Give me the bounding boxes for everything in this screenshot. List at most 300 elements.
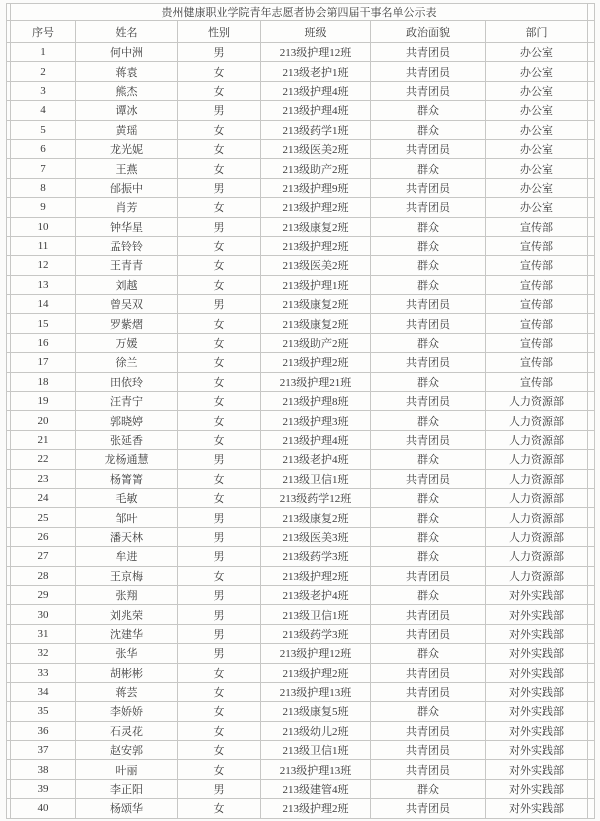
table-row xyxy=(7,120,595,139)
cell-gender: 女 xyxy=(178,411,261,430)
column-header-political: 政治面貌 xyxy=(371,21,486,43)
cell-name: 徐兰 xyxy=(76,353,178,372)
column-header-class: 班级 xyxy=(261,21,371,43)
cell-political: 群众 xyxy=(371,547,486,566)
cell-class: 213级药学3班 xyxy=(261,624,371,643)
cell-gender: 女 xyxy=(178,721,261,740)
edge-sliver-cell xyxy=(588,624,595,643)
cell-class: 213级药学3班 xyxy=(261,547,371,566)
edge-sliver-cell xyxy=(588,430,595,449)
cell-department: 办公室 xyxy=(486,139,588,158)
cell-gender: 男 xyxy=(178,585,261,604)
cell-department: 人力资源部 xyxy=(486,527,588,546)
cell-political: 共青团员 xyxy=(371,760,486,779)
cell-political: 群众 xyxy=(371,372,486,391)
cell-class: 213级护理2班 xyxy=(261,353,371,372)
edge-sliver-cell xyxy=(588,779,595,798)
cell-class: 213级护理2班 xyxy=(261,799,371,818)
column-header-no: 序号 xyxy=(11,21,76,43)
table-row xyxy=(7,430,595,449)
cell-name: 何中洲 xyxy=(76,43,178,62)
cell-name: 黄瑶 xyxy=(76,120,178,139)
cell-class: 213级医美2班 xyxy=(261,139,371,158)
cell-department: 人力资源部 xyxy=(486,392,588,411)
edge-sliver-cell xyxy=(588,702,595,721)
table-row xyxy=(7,682,595,701)
cell-political: 共青团员 xyxy=(371,81,486,100)
cell-political: 群众 xyxy=(371,779,486,798)
cell-name: 谭冰 xyxy=(76,101,178,120)
edge-sliver-cell xyxy=(588,547,595,566)
table-row xyxy=(7,760,595,779)
cell-gender: 女 xyxy=(178,392,261,411)
cell-gender: 女 xyxy=(178,120,261,139)
cell-department: 宣传部 xyxy=(486,236,588,255)
cell-department: 人力资源部 xyxy=(486,450,588,469)
cell-class: 213级康复2班 xyxy=(261,508,371,527)
cell-gender: 男 xyxy=(178,547,261,566)
cell-class: 213级护理9班 xyxy=(261,178,371,197)
cell-department: 办公室 xyxy=(486,159,588,178)
edge-sliver-cell xyxy=(588,644,595,663)
cell-no: 34 xyxy=(11,682,76,701)
table-row xyxy=(7,566,595,585)
cell-gender: 女 xyxy=(178,275,261,294)
cell-no: 4 xyxy=(11,101,76,120)
edge-sliver-cell xyxy=(588,4,595,21)
cell-class: 213级护理2班 xyxy=(261,566,371,585)
cell-name: 郭晓婷 xyxy=(76,411,178,430)
edge-sliver-cell xyxy=(588,585,595,604)
cell-gender: 女 xyxy=(178,372,261,391)
cell-name: 王燕 xyxy=(76,159,178,178)
cell-gender: 女 xyxy=(178,741,261,760)
edge-sliver-cell xyxy=(588,450,595,469)
table-row xyxy=(7,62,595,81)
edge-sliver-cell xyxy=(588,682,595,701)
cell-no: 38 xyxy=(11,760,76,779)
column-header-gender: 性别 xyxy=(178,21,261,43)
cell-gender: 女 xyxy=(178,62,261,81)
cell-class: 213级护理4班 xyxy=(261,81,371,100)
cell-no: 15 xyxy=(11,314,76,333)
cell-class: 213级护理4班 xyxy=(261,101,371,120)
cell-department: 宣传部 xyxy=(486,256,588,275)
cell-political: 群众 xyxy=(371,159,486,178)
edge-sliver-cell xyxy=(588,101,595,120)
cell-no: 3 xyxy=(11,81,76,100)
edge-sliver-cell xyxy=(588,605,595,624)
edge-sliver-cell xyxy=(588,217,595,236)
cell-gender: 女 xyxy=(178,159,261,178)
cell-department: 对外实践部 xyxy=(486,779,588,798)
cell-political: 群众 xyxy=(371,236,486,255)
edge-sliver-cell xyxy=(588,120,595,139)
table-row xyxy=(7,314,595,333)
cell-department: 对外实践部 xyxy=(486,644,588,663)
cell-gender: 女 xyxy=(178,682,261,701)
cell-name: 王京梅 xyxy=(76,566,178,585)
cell-political: 共青团员 xyxy=(371,721,486,740)
cell-no: 6 xyxy=(11,139,76,158)
table-row xyxy=(7,217,595,236)
cell-department: 对外实践部 xyxy=(486,702,588,721)
cell-name: 龙杨通慧 xyxy=(76,450,178,469)
cell-no: 19 xyxy=(11,392,76,411)
cell-gender: 女 xyxy=(178,236,261,255)
edge-sliver-cell xyxy=(588,314,595,333)
table-row xyxy=(7,236,595,255)
cell-no: 29 xyxy=(11,585,76,604)
cell-class: 213级建管4班 xyxy=(261,779,371,798)
cell-class: 213级卫信1班 xyxy=(261,469,371,488)
cell-department: 人力资源部 xyxy=(486,488,588,507)
cell-department: 办公室 xyxy=(486,62,588,81)
cell-no: 27 xyxy=(11,547,76,566)
cell-name: 邹叶 xyxy=(76,508,178,527)
cell-no: 22 xyxy=(11,450,76,469)
cell-name: 胡彬彬 xyxy=(76,663,178,682)
cell-gender: 男 xyxy=(178,43,261,62)
cell-political: 群众 xyxy=(371,644,486,663)
cell-name: 万媛 xyxy=(76,333,178,352)
cell-gender: 女 xyxy=(178,663,261,682)
cell-gender: 男 xyxy=(178,624,261,643)
edge-sliver-cell xyxy=(588,469,595,488)
cell-name: 刘兆荣 xyxy=(76,605,178,624)
cell-gender: 男 xyxy=(178,644,261,663)
cell-class: 213级护理2班 xyxy=(261,236,371,255)
table-row xyxy=(7,469,595,488)
cell-class: 213级老护4班 xyxy=(261,585,371,604)
table-row xyxy=(7,295,595,314)
cell-no: 17 xyxy=(11,353,76,372)
cell-department: 人力资源部 xyxy=(486,469,588,488)
cell-class: 213级护理4班 xyxy=(261,430,371,449)
cell-no: 9 xyxy=(11,198,76,217)
cell-political: 群众 xyxy=(371,508,486,527)
cell-department: 对外实践部 xyxy=(486,760,588,779)
table-row xyxy=(7,702,595,721)
cell-no: 35 xyxy=(11,702,76,721)
edge-sliver-cell xyxy=(588,43,595,62)
cell-department: 宣传部 xyxy=(486,353,588,372)
cell-gender: 女 xyxy=(178,139,261,158)
table-row xyxy=(7,547,595,566)
edge-sliver-cell xyxy=(588,236,595,255)
cell-no: 2 xyxy=(11,62,76,81)
cell-name: 邰振中 xyxy=(76,178,178,197)
table-row xyxy=(7,605,595,624)
cell-department: 对外实践部 xyxy=(486,682,588,701)
cell-gender: 女 xyxy=(178,333,261,352)
column-header-department: 部门 xyxy=(486,21,588,43)
cell-gender: 女 xyxy=(178,469,261,488)
cell-political: 共青团员 xyxy=(371,314,486,333)
cell-no: 14 xyxy=(11,295,76,314)
cell-class: 213级护理1班 xyxy=(261,275,371,294)
cell-department: 办公室 xyxy=(486,198,588,217)
cell-class: 213级助产2班 xyxy=(261,159,371,178)
page-title: 贵州健康职业学院青年志愿者协会第四届干事名单公示表 xyxy=(11,4,588,21)
cell-name: 汪青宁 xyxy=(76,392,178,411)
cell-political: 共青团员 xyxy=(371,198,486,217)
cell-class: 213级康复2班 xyxy=(261,295,371,314)
cell-name: 钟华星 xyxy=(76,217,178,236)
edge-sliver-cell xyxy=(588,799,595,818)
cell-gender: 男 xyxy=(178,527,261,546)
cell-department: 宣传部 xyxy=(486,295,588,314)
cell-department: 对外实践部 xyxy=(486,663,588,682)
cell-name: 石灵花 xyxy=(76,721,178,740)
cell-name: 王青青 xyxy=(76,256,178,275)
cell-no: 10 xyxy=(11,217,76,236)
table-row xyxy=(7,139,595,158)
edge-sliver-cell xyxy=(588,295,595,314)
cell-class: 213级药学1班 xyxy=(261,120,371,139)
cell-gender: 女 xyxy=(178,566,261,585)
edge-sliver-cell xyxy=(588,508,595,527)
table-row xyxy=(7,333,595,352)
cell-no: 32 xyxy=(11,644,76,663)
table-row xyxy=(7,43,595,62)
cell-class: 213级老护1班 xyxy=(261,62,371,81)
cell-no: 8 xyxy=(11,178,76,197)
cell-name: 蒋袁 xyxy=(76,62,178,81)
cell-name: 张华 xyxy=(76,644,178,663)
cell-political: 共青团员 xyxy=(371,139,486,158)
cell-political: 共青团员 xyxy=(371,469,486,488)
cell-department: 宣传部 xyxy=(486,333,588,352)
cell-no: 37 xyxy=(11,741,76,760)
cell-political: 共青团员 xyxy=(371,682,486,701)
cell-political: 群众 xyxy=(371,217,486,236)
cell-name: 潘天林 xyxy=(76,527,178,546)
cell-political: 共青团员 xyxy=(371,392,486,411)
cell-department: 对外实践部 xyxy=(486,585,588,604)
edge-sliver-cell xyxy=(588,62,595,81)
cell-name: 毛敏 xyxy=(76,488,178,507)
cell-class: 213级护理12班 xyxy=(261,644,371,663)
cell-political: 共青团员 xyxy=(371,353,486,372)
cell-department: 人力资源部 xyxy=(486,430,588,449)
cell-gender: 女 xyxy=(178,760,261,779)
edge-sliver-cell xyxy=(588,527,595,546)
cell-department: 办公室 xyxy=(486,178,588,197)
cell-name: 牟进 xyxy=(76,547,178,566)
cell-no: 39 xyxy=(11,779,76,798)
table-row xyxy=(7,779,595,798)
cell-department: 宣传部 xyxy=(486,372,588,391)
cell-no: 7 xyxy=(11,159,76,178)
cell-department: 办公室 xyxy=(486,43,588,62)
cell-gender: 男 xyxy=(178,178,261,197)
edge-sliver-cell xyxy=(588,721,595,740)
table-row xyxy=(7,178,595,197)
edge-sliver-cell xyxy=(588,760,595,779)
cell-department: 对外实践部 xyxy=(486,741,588,760)
cell-no: 33 xyxy=(11,663,76,682)
cell-political: 群众 xyxy=(371,120,486,139)
cell-class: 213级康复5班 xyxy=(261,702,371,721)
cell-gender: 男 xyxy=(178,450,261,469)
cell-class: 213级康复2班 xyxy=(261,217,371,236)
cell-name: 李正阳 xyxy=(76,779,178,798)
cell-name: 刘越 xyxy=(76,275,178,294)
cell-class: 213级护理12班 xyxy=(261,43,371,62)
cell-department: 对外实践部 xyxy=(486,605,588,624)
cell-class: 213级老护4班 xyxy=(261,450,371,469)
cell-department: 宣传部 xyxy=(486,217,588,236)
cell-name: 赵安郭 xyxy=(76,741,178,760)
cell-gender: 男 xyxy=(178,605,261,624)
cell-political: 群众 xyxy=(371,702,486,721)
cell-name: 肖芳 xyxy=(76,198,178,217)
cell-class: 213级助产2班 xyxy=(261,333,371,352)
cell-no: 16 xyxy=(11,333,76,352)
cell-no: 20 xyxy=(11,411,76,430)
cell-department: 办公室 xyxy=(486,101,588,120)
table-row xyxy=(7,411,595,430)
table-row xyxy=(7,275,595,294)
cell-no: 21 xyxy=(11,430,76,449)
table-row xyxy=(7,585,595,604)
edge-sliver-cell xyxy=(588,198,595,217)
cell-no: 31 xyxy=(11,624,76,643)
cell-political: 群众 xyxy=(371,101,486,120)
edge-sliver-cell xyxy=(588,159,595,178)
cell-no: 1 xyxy=(11,43,76,62)
edge-sliver-cell xyxy=(588,139,595,158)
cell-no: 11 xyxy=(11,236,76,255)
table-row xyxy=(7,527,595,546)
cell-class: 213级医美2班 xyxy=(261,256,371,275)
cell-name: 叶丽 xyxy=(76,760,178,779)
table-row xyxy=(7,799,595,818)
cell-class: 213级护理3班 xyxy=(261,411,371,430)
cell-name: 张延香 xyxy=(76,430,178,449)
column-header-name: 姓名 xyxy=(76,21,178,43)
cell-gender: 男 xyxy=(178,295,261,314)
cell-class: 213级护理21班 xyxy=(261,372,371,391)
cell-political: 共青团员 xyxy=(371,178,486,197)
cell-no: 24 xyxy=(11,488,76,507)
cell-gender: 女 xyxy=(178,256,261,275)
cell-name: 蒋芸 xyxy=(76,682,178,701)
cell-political: 共青团员 xyxy=(371,62,486,81)
cell-political: 群众 xyxy=(371,275,486,294)
cell-political: 共青团员 xyxy=(371,741,486,760)
cell-political: 共青团员 xyxy=(371,430,486,449)
cell-department: 办公室 xyxy=(486,120,588,139)
cell-class: 213级药学12班 xyxy=(261,488,371,507)
roster-table xyxy=(6,3,595,819)
cell-name: 张翔 xyxy=(76,585,178,604)
cell-name: 孟铃铃 xyxy=(76,236,178,255)
table-row xyxy=(7,101,595,120)
cell-name: 李娇娇 xyxy=(76,702,178,721)
table-row xyxy=(7,159,595,178)
cell-political: 群众 xyxy=(371,585,486,604)
cell-gender: 女 xyxy=(178,799,261,818)
cell-department: 对外实践部 xyxy=(486,721,588,740)
edge-sliver-cell xyxy=(588,178,595,197)
cell-gender: 男 xyxy=(178,101,261,120)
edge-sliver-cell xyxy=(588,411,595,430)
cell-political: 群众 xyxy=(371,488,486,507)
cell-no: 36 xyxy=(11,721,76,740)
cell-gender: 男 xyxy=(178,508,261,527)
edge-sliver-cell xyxy=(588,392,595,411)
cell-political: 群众 xyxy=(371,333,486,352)
cell-gender: 女 xyxy=(178,81,261,100)
cell-name: 杨箐箐 xyxy=(76,469,178,488)
edge-sliver-cell xyxy=(588,21,595,43)
header-row xyxy=(7,21,595,43)
table-row xyxy=(7,372,595,391)
table-row xyxy=(7,508,595,527)
cell-political: 共青团员 xyxy=(371,566,486,585)
cell-political: 群众 xyxy=(371,411,486,430)
cell-gender: 女 xyxy=(178,353,261,372)
cell-political: 共青团员 xyxy=(371,295,486,314)
cell-department: 人力资源部 xyxy=(486,508,588,527)
edge-sliver-cell xyxy=(588,353,595,372)
cell-name: 罗紫熠 xyxy=(76,314,178,333)
table-body xyxy=(7,4,595,819)
cell-department: 宣传部 xyxy=(486,275,588,294)
cell-gender: 女 xyxy=(178,198,261,217)
cell-name: 沈建华 xyxy=(76,624,178,643)
cell-class: 213级护理13班 xyxy=(261,760,371,779)
table-row xyxy=(7,644,595,663)
edge-sliver-cell xyxy=(588,256,595,275)
table-row xyxy=(7,392,595,411)
cell-political: 共青团员 xyxy=(371,799,486,818)
cell-class: 213级护理8班 xyxy=(261,392,371,411)
edge-sliver-cell xyxy=(588,333,595,352)
table-row xyxy=(7,721,595,740)
cell-class: 213级护理2班 xyxy=(261,198,371,217)
table-row xyxy=(7,488,595,507)
table-row xyxy=(7,741,595,760)
cell-class: 213级卫信1班 xyxy=(261,741,371,760)
cell-department: 办公室 xyxy=(486,81,588,100)
edge-sliver-cell xyxy=(588,566,595,585)
cell-no: 12 xyxy=(11,256,76,275)
cell-class: 213级护理2班 xyxy=(261,663,371,682)
cell-no: 13 xyxy=(11,275,76,294)
cell-department: 对外实践部 xyxy=(486,799,588,818)
table-row xyxy=(7,81,595,100)
edge-sliver-cell xyxy=(588,488,595,507)
cell-department: 对外实践部 xyxy=(486,624,588,643)
cell-gender: 女 xyxy=(178,314,261,333)
edge-sliver-cell xyxy=(588,663,595,682)
cell-no: 23 xyxy=(11,469,76,488)
edge-sliver-cell xyxy=(588,275,595,294)
table-row xyxy=(7,624,595,643)
cell-name: 龙光妮 xyxy=(76,139,178,158)
cell-gender: 男 xyxy=(178,779,261,798)
cell-political: 共青团员 xyxy=(371,663,486,682)
cell-class: 213级护理13班 xyxy=(261,682,371,701)
cell-class: 213级卫信1班 xyxy=(261,605,371,624)
cell-no: 28 xyxy=(11,566,76,585)
cell-class: 213级医美3班 xyxy=(261,527,371,546)
cell-no: 30 xyxy=(11,605,76,624)
cell-no: 18 xyxy=(11,372,76,391)
